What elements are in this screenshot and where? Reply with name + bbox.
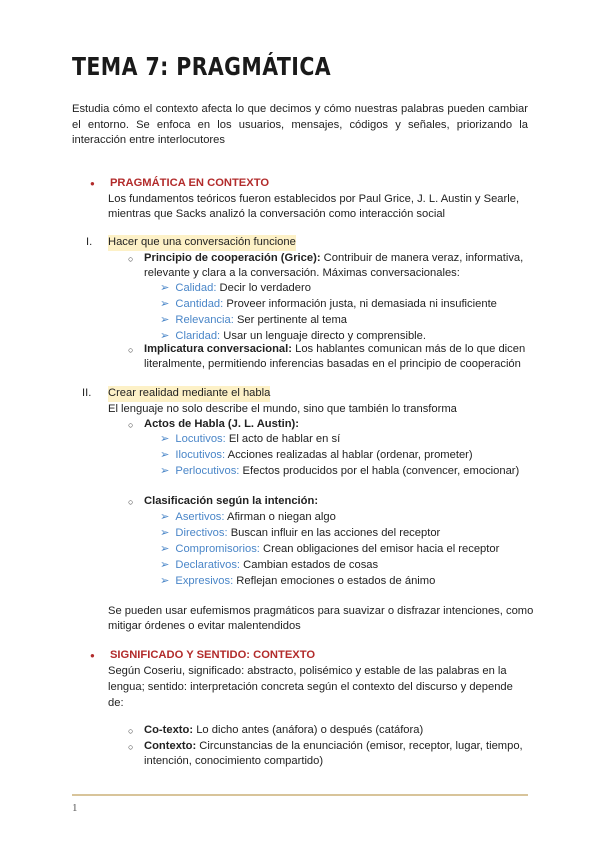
arrow-icon: ➢ [160, 575, 170, 587]
arrow-icon: ➢ [160, 449, 170, 461]
circle-bullet-icon: ○ [128, 726, 134, 736]
page-number: 1 [72, 802, 78, 814]
term-label: Co-texto: [144, 724, 194, 736]
bullet-icon: ● [90, 651, 95, 660]
intro-paragraph: Estudia cómo el contexto afecta lo que decimos y cómo nuestras palabras pueden cambiar el entorno. Se enfoca en los usuarios, mensajes, códigos y señales, priorizando la interacción entre interlocutores [72, 103, 528, 146]
term-text: Lo dicho antes (anáfora) o después (catáfora) [193, 724, 424, 736]
contexto-item-cont: intención, conocimiento compartido) [144, 755, 324, 767]
arrow-icon: ➢ [160, 465, 170, 477]
term-text: Afirman o niegan algo [224, 511, 336, 523]
section-text-line: lengua; sentido: interpretación concreta según el contexto del discurso y depende [108, 681, 513, 693]
term-label: Claridad: [175, 330, 221, 342]
term-label: Implicatura conversacional: [144, 343, 292, 355]
term-text: Efectos producidos por el habla (convencer, emocionar) [239, 465, 520, 477]
list-item [160, 297, 497, 313]
term-label: Principio de cooperación (Grice): [144, 252, 321, 264]
list-item [160, 313, 347, 329]
term-label: Cantidad: [175, 298, 224, 310]
term-label: Relevancia: [175, 314, 234, 326]
term-text: Circunstancias de la enunciación (emisor, receptor, lugar, tiempo, [196, 740, 523, 752]
term-label: Declarativos: [175, 559, 241, 571]
term-text: Cambian estados de cosas [240, 559, 379, 571]
term-text: Reflejan emociones o estados de ánimo [233, 575, 436, 587]
circle-bullet-icon: ○ [128, 742, 134, 752]
arrow-icon: ➢ [160, 511, 170, 523]
list-item [160, 510, 336, 526]
implicature [144, 342, 525, 358]
term-label: Perlocutivos: [175, 465, 240, 477]
list-item [160, 558, 378, 574]
section-title: PRAGMÁTICA EN CONTEXTO [109, 177, 270, 189]
circle-bullet-icon: ○ [128, 420, 134, 430]
part-intro: El lenguaje no solo describe el mundo, sino que también lo transforma [108, 403, 457, 415]
section-significado-heading [90, 648, 315, 664]
term-text: Los hablantes comunican más de lo que dicen [291, 343, 526, 355]
list-item [160, 464, 519, 480]
term-text: Contribuir de manera veraz, informativa, [320, 252, 524, 264]
roman-numeral: I. [86, 236, 93, 248]
term-text: Crean obligaciones del emisor hacia el receptor [259, 543, 500, 555]
term-text: Ser pertinente al tema [233, 314, 348, 326]
term-text: Usar un lenguaje directo y comprensible. [220, 330, 426, 342]
term-text: Proveer información justa, ni demasiada ni insuficiente [223, 298, 497, 310]
arrow-icon: ➢ [160, 314, 170, 326]
bullet-icon: ● [90, 179, 95, 188]
cotexto-item [144, 723, 423, 739]
term-label: Compromisorios: [175, 543, 260, 555]
circle-bullet-icon: ○ [128, 254, 134, 264]
speech-acts-heading [144, 417, 299, 433]
footer-divider [72, 794, 528, 796]
term-label: Expresivos: [175, 575, 234, 587]
term-text: Buscan influir en las acciones del receptor [227, 527, 441, 539]
coop-principle [144, 251, 523, 267]
list-item [160, 542, 499, 558]
term-label: Contexto: [144, 740, 197, 752]
arrow-icon: ➢ [160, 559, 170, 571]
coop-principle-cont: relevante y clara a la conversación. Máximas conversacionales: [144, 267, 460, 279]
section-text-line: Los fundamentos teóricos fueron establecidos por Paul Grice, J. L. Austin y Searle, [108, 193, 520, 205]
implicature-cont: literalmente, permitiendo inferencias basadas en el principio de cooperación [144, 358, 521, 370]
closing-paragraph-line: Se pueden usar eufemismos pragmáticos para suavizar o disfrazar intenciones, como [108, 605, 534, 617]
section-text-line: mientras que Sacks analizó la conversación como interacción social [108, 208, 446, 220]
contexto-item [144, 739, 523, 755]
circle-bullet-icon: ○ [128, 497, 134, 507]
part-heading: Crear realidad mediante el habla [108, 386, 270, 402]
list-item [160, 448, 473, 464]
page-title: TEMA 7: PRAGMÁTICA [72, 52, 332, 81]
term-label: Asertivos: [175, 511, 225, 523]
section-text-line: de: [108, 697, 124, 709]
arrow-icon: ➢ [160, 298, 170, 310]
section-title: SIGNIFICADO Y SENTIDO: CONTEXTO [109, 649, 316, 661]
term-label: Ilocutivos: [175, 449, 226, 461]
list-item [160, 432, 340, 448]
arrow-icon: ➢ [160, 330, 170, 342]
term-label: Actos de Habla (J. L. Austin): [144, 418, 299, 430]
term-text: El acto de hablar en sí [225, 433, 341, 445]
arrow-icon: ➢ [160, 543, 170, 555]
list-item [160, 526, 440, 542]
list-item [160, 574, 435, 590]
term-text: Decir lo verdadero [216, 282, 311, 294]
arrow-icon: ➢ [160, 433, 170, 445]
part-heading: Hacer que una conversación funcione [108, 235, 296, 251]
term-label: Clasificación según la intención: [144, 495, 319, 507]
arrow-icon: ➢ [160, 527, 170, 539]
term-label: Locutivos: [175, 433, 226, 445]
section-text-line: Según Coseriu, significado: abstracto, polisémico y estable de las palabras en la [108, 665, 507, 677]
term-label: Directivos: [175, 527, 228, 539]
classification-heading [144, 494, 318, 510]
arrow-icon: ➢ [160, 282, 170, 294]
term-label: Calidad: [175, 282, 217, 294]
roman-numeral: II. [82, 387, 92, 399]
list-item [160, 281, 311, 297]
circle-bullet-icon: ○ [128, 345, 134, 355]
closing-paragraph-line: mitigar órdenes o evitar malentendidos [108, 620, 301, 632]
section-pragmatica-heading [90, 176, 269, 192]
term-text: Acciones realizadas al hablar (ordenar, prometer) [225, 449, 473, 461]
